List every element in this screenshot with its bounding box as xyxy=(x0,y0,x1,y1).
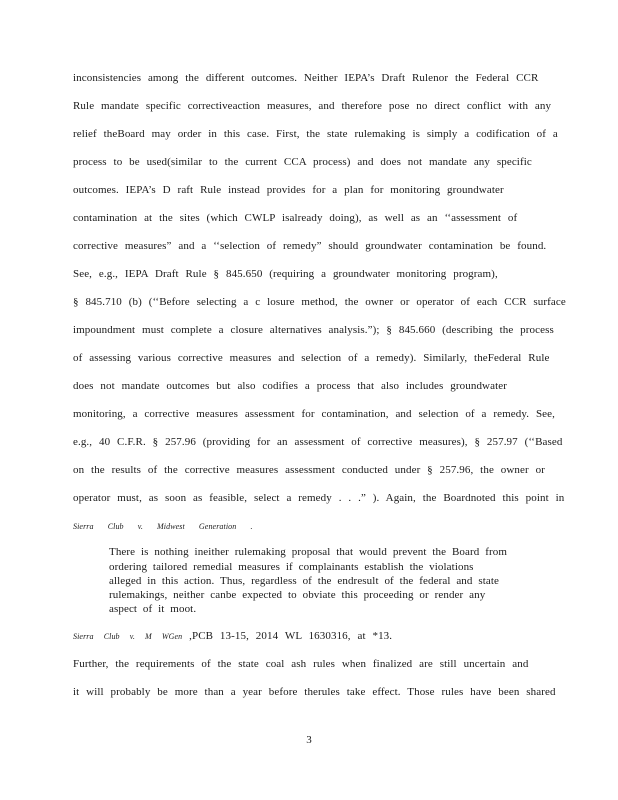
body-text-line: § 845.710 (b) (‘‘Before selecting a c losure method, the owner or operator of each CCR surface xyxy=(73,296,566,308)
citation-line xyxy=(73,630,392,643)
body-text-line: corrective measures” and a ‘‘selection of remedy” should groundwater contamination be found. xyxy=(73,240,547,252)
block-quote-line: There is nothing ineither rulemaking proposal that would prevent the Board from xyxy=(109,546,508,558)
body-text-line: relief theBoard may order in this case. First, the state rulemaking is simply a codification of a xyxy=(73,128,558,140)
body-text-line: it will probably be more than a year before therules take effect. Those rules have been shared xyxy=(73,686,556,698)
body-text-line: outcomes. IEPA’s D raft Rule instead provides for a plan for monitoring groundwater xyxy=(73,184,504,196)
block-quote-line: aspect of it moot. xyxy=(109,603,197,615)
body-text-line: of assessing various corrective measures and selection of a remedy). Similarly, theFederal Rule xyxy=(73,352,550,364)
body-text-line: operator must, as soon as feasible, select a remedy . . .” ). Again, the Boardnoted this point in xyxy=(73,492,565,504)
citation-reporter: ,PCB 13-15, 2014 WL 1630316, at *13. xyxy=(182,630,393,642)
page-number: 3 xyxy=(306,734,312,746)
body-text-line: inconsistencies among the different outcomes. Neither IEPA’s Draft Rulenor the Federal CCR xyxy=(73,72,539,84)
citation-case-name: Sierra Club v. M WGen xyxy=(73,632,183,641)
block-quote-line: rulemakings, neither canbe expected to obviate this proceeding or render any xyxy=(109,589,486,601)
body-text-line: on the results of the corrective measures assessment conducted under § 257.96, the owner or xyxy=(73,464,545,476)
body-text-line: impoundment must complete a closure alternatives analysis.”); § 845.660 (describing the process xyxy=(73,324,554,336)
body-text-line: See, e.g., IEPA Draft Rule § 845.650 (requiring a groundwater monitoring program), xyxy=(73,268,498,280)
body-text-line: does not mandate outcomes but also codifies a process that also includes groundwater xyxy=(73,380,507,392)
body-text-line: process to be used(similar to the current CCA process) and does not mandate any specific xyxy=(73,156,532,168)
body-text-line: Further, the requirements of the state coal ash rules when finalized are still uncertain and xyxy=(73,658,529,670)
case-name-line: Sierra Club v. Midwest Generation . xyxy=(73,522,253,531)
body-text-line: contamination at the sites (which CWLP isalready doing), as well as an ‘‘assessment of xyxy=(73,212,518,224)
body-text-line: e.g., 40 C.F.R. § 257.96 (providing for an assessment of corrective measures), § 257.97 (‘‘Based xyxy=(73,436,563,448)
body-text-line: Rule mandate specific correctiveaction measures, and therefore pose no direct conflict with any xyxy=(73,100,552,112)
body-text-line: monitoring, a corrective measures assessment for contamination, and selection of a remedy. See, xyxy=(73,408,555,420)
block-quote-line: alleged in this action. Thus, regardless of the endresult of the federal and state xyxy=(109,575,500,587)
block-quote-line: ordering tailored remedial measures if complainants establish the violations xyxy=(109,561,474,573)
